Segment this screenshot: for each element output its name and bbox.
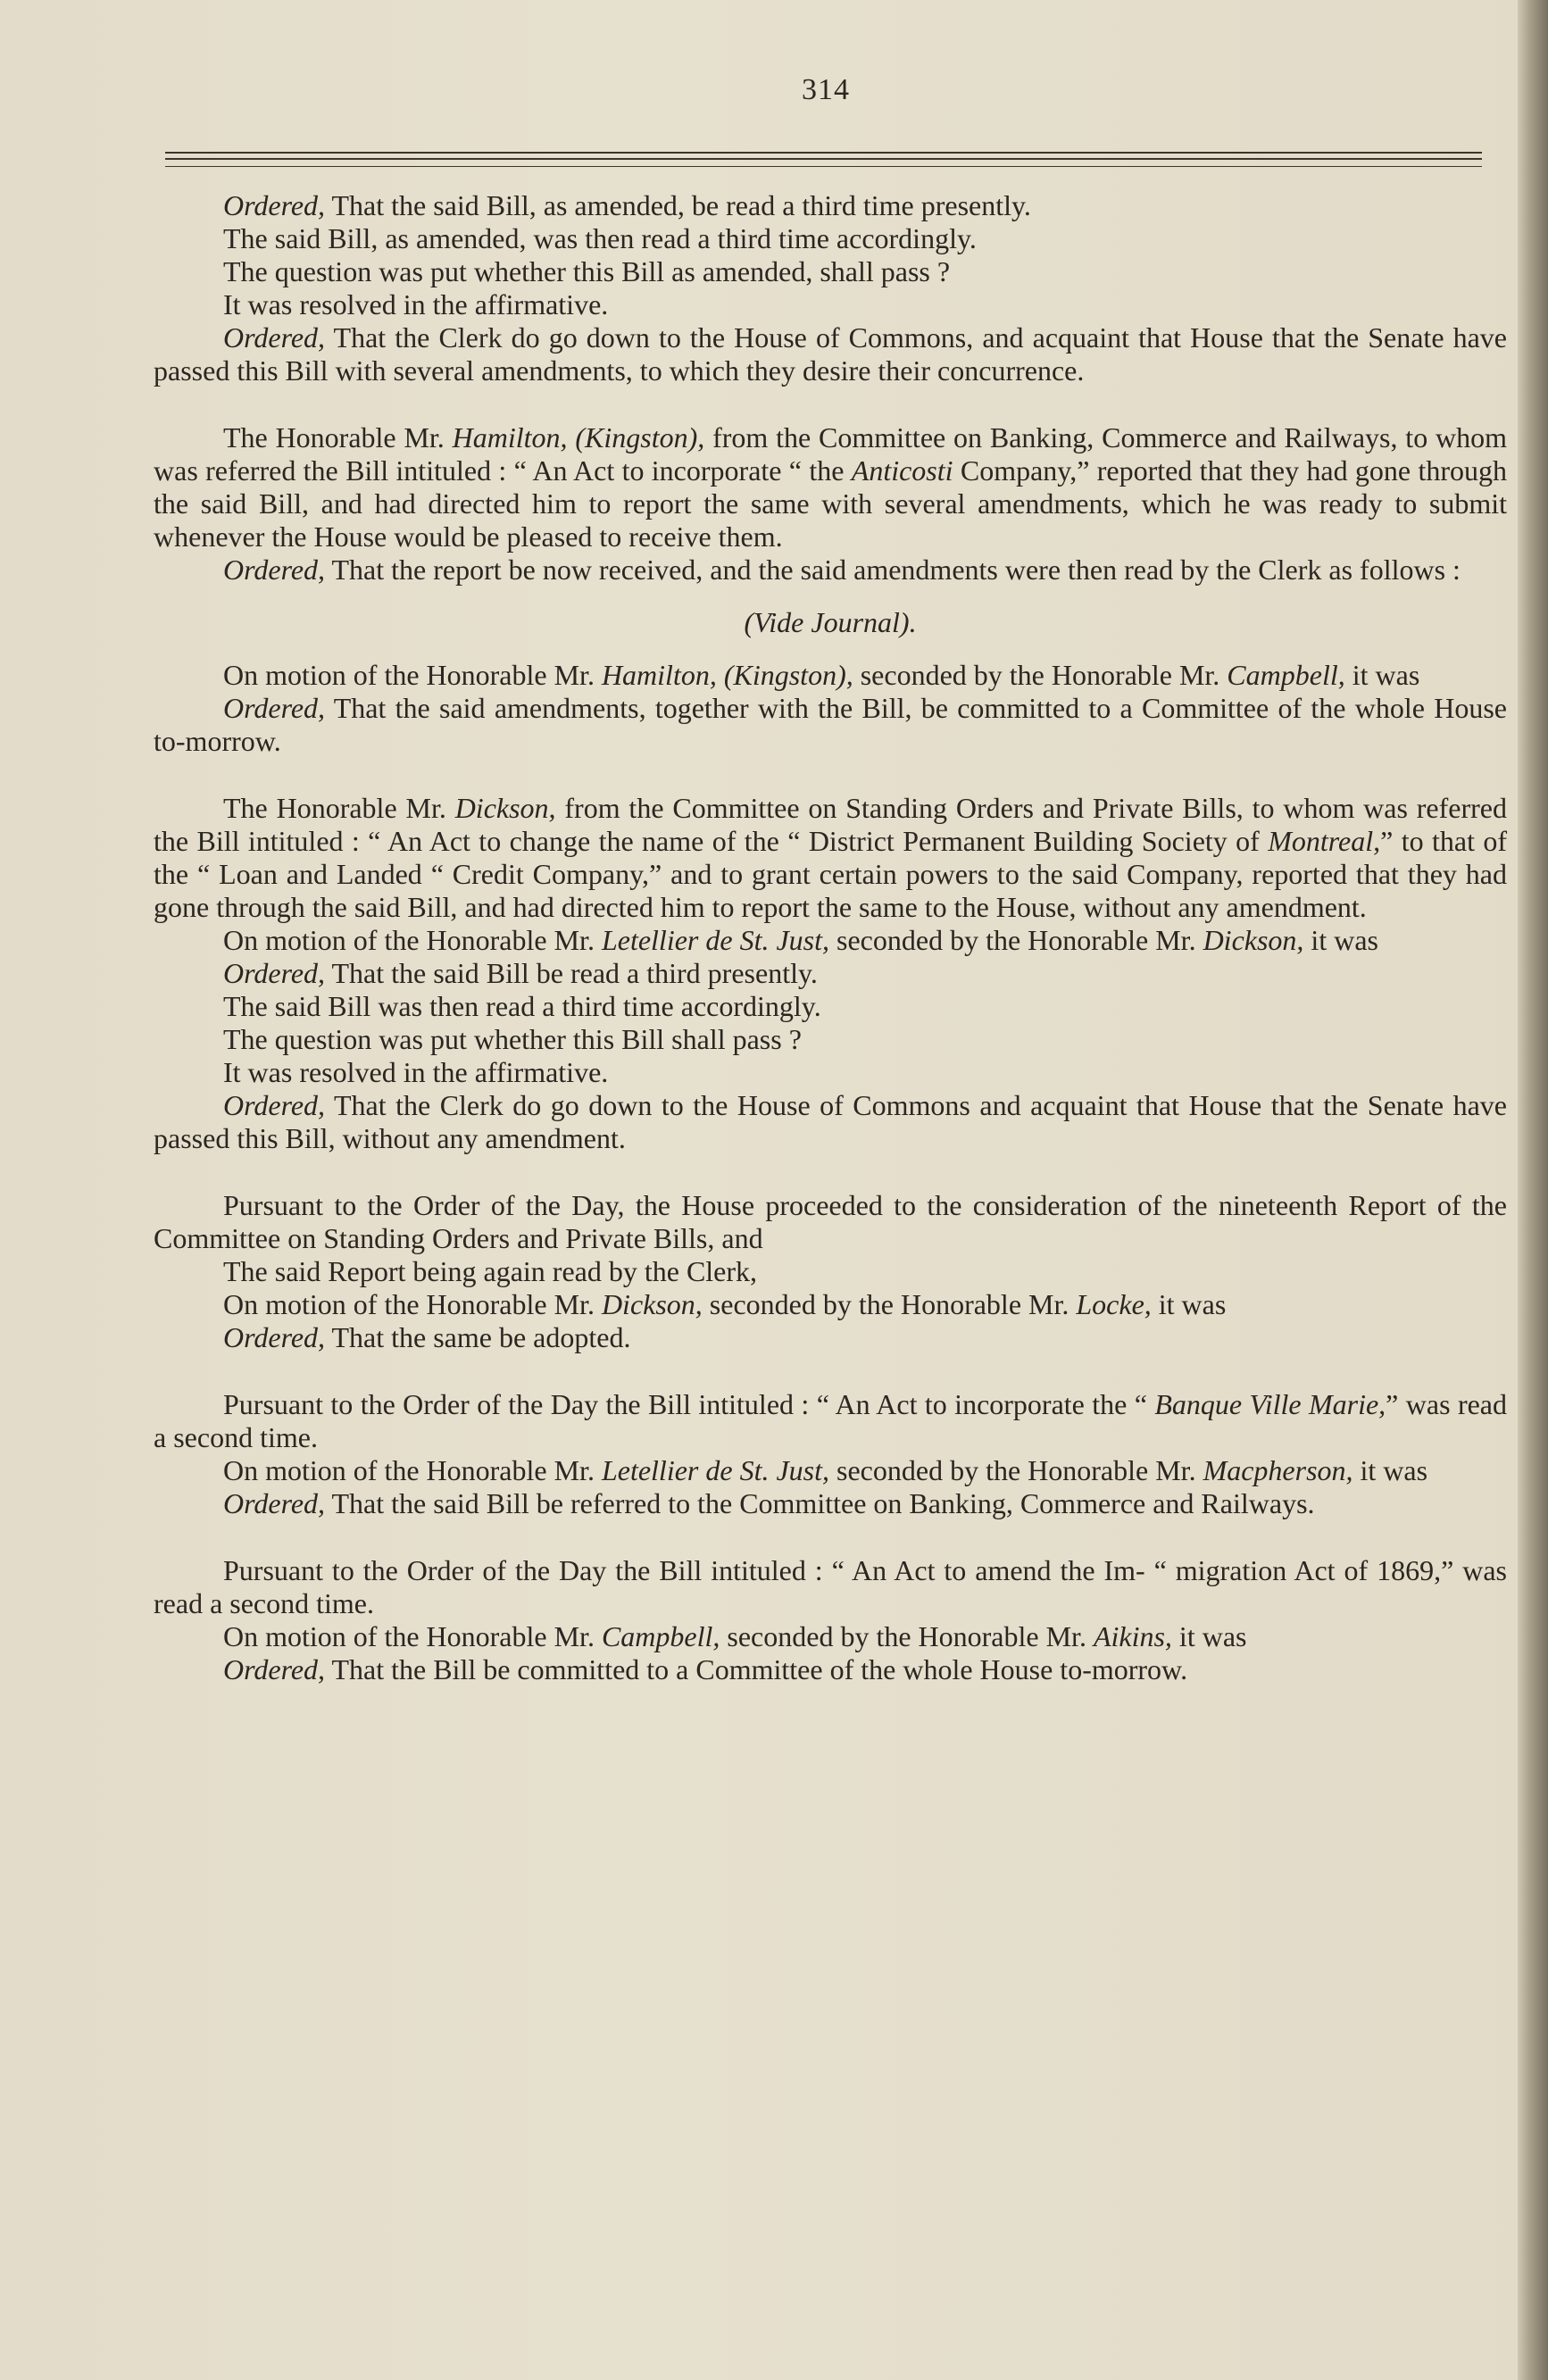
paragraph: [154, 255, 1507, 288]
italic-text: Dickson,: [601, 1288, 703, 1320]
italic-text: Montreal,: [1268, 825, 1381, 857]
paragraph: [154, 990, 1507, 1023]
header-rule: [165, 158, 1482, 160]
book-spine-shadow: [1518, 0, 1548, 2380]
text-run: That the said Bill, as amended, be read a third time presently.: [325, 189, 1031, 221]
paragraph: [154, 792, 1507, 924]
italic-text: Letellier de St. Just,: [601, 924, 829, 956]
header-rule: [165, 152, 1482, 154]
italic-text: Banque Ville Marie,: [1154, 1388, 1386, 1420]
italic-text: Hamilton, (Kingston),: [452, 421, 705, 454]
text-run: The said Bill was then read a third time accordingly.: [223, 990, 821, 1022]
text-run: That the same be adopted.: [325, 1321, 631, 1353]
journal-text: [154, 189, 1507, 1686]
italic-text: Ordered,: [223, 957, 326, 989]
italic-text: Dickson,: [1203, 924, 1304, 956]
italic-text: Anticosti: [851, 454, 953, 487]
italic-text: Ordered,: [223, 1321, 326, 1353]
text-run: On motion of the Honorable Mr.: [223, 659, 602, 691]
text-run: seconded by the Honorable Mr.: [702, 1288, 1077, 1320]
text-run: That the said amendments, together with the Bill, be committed to a Committee of the whole House to-morrow.: [154, 692, 1507, 757]
paragraph: [154, 421, 1507, 553]
text-run: from the Committee on Banking, Commerce and Railways, to whom was referred the Bill intituled : “ An Act to incorporate “ the: [154, 421, 1508, 487]
italic-text: Ordered,: [223, 321, 326, 354]
text-run: from the Committee on Standing Orders and Private Bills, to whom was referred the Bill intituled : “ An Act to change the name of the “ District Permanent Building Society of: [154, 792, 1508, 857]
text-run: The Honorable Mr.: [223, 792, 455, 824]
text-run: That the Clerk do go down to the House of Commons and acquaint that House that the Senate have passed this Bill, without any amendment.: [154, 1089, 1507, 1154]
italic-text: Ordered,: [223, 553, 326, 586]
paragraph: [154, 222, 1507, 255]
text-run: seconded by the Honorable Mr.: [720, 1620, 1094, 1652]
text-run: seconded by the Honorable Mr.: [829, 924, 1203, 956]
text-run: it was: [1151, 1288, 1227, 1320]
paragraph: [154, 553, 1507, 587]
paragraph: [154, 1056, 1507, 1089]
text-run: Pursuant to the Order of the Day the Bill intituled : “ An Act to incorporate the “: [223, 1388, 1155, 1420]
text-run: That the said Bill be referred to the Committee on Banking, Commerce and Railways.: [325, 1487, 1315, 1519]
italic-text: Campbell,: [601, 1620, 720, 1652]
text-run: That the Clerk do go down to the House of Commons, and acquaint that House that the Senate have passed this Bill with several amendments, to which they desire their concurrence.: [154, 321, 1507, 387]
text-run: (Vide Journal).: [744, 606, 917, 638]
paragraph: [154, 659, 1507, 692]
italic-text: Dickson,: [454, 792, 556, 824]
paragraph: [154, 1554, 1507, 1620]
text-run: On motion of the Honorable Mr.: [223, 924, 602, 956]
paragraph: [154, 1487, 1507, 1520]
text-run: The question was put whether this Bill shall pass ?: [223, 1023, 802, 1055]
text-run: Company,” reported that they had gone through the said Bill, and had directed him to report the same with several amendments, which he was ready to submit whenever the House would be pleased to receive them.: [154, 454, 1508, 553]
text-run: It was resolved in the affirmative.: [223, 1056, 609, 1088]
text-run: The Honorable Mr.: [223, 421, 453, 454]
paragraph: [154, 1288, 1507, 1321]
text-run: Pursuant to the Order of the Day, the House proceeded to the consideration of the nineteenth Report of the Committee on Standing Orders and Private Bills, and: [154, 1189, 1507, 1254]
paragraph: [154, 1454, 1507, 1487]
italic-text: Letellier de St. Just,: [601, 1454, 829, 1486]
text-run: it was: [1171, 1620, 1247, 1652]
text-run: That the Bill be committed to a Committee of the whole House to-morrow.: [325, 1653, 1188, 1685]
text-run: it was: [1303, 924, 1378, 956]
text-run: On motion of the Honorable Mr.: [223, 1288, 602, 1320]
text-run: It was resolved in the affirmative.: [223, 288, 609, 320]
italic-text: Ordered,: [223, 692, 326, 724]
paragraph: [154, 1189, 1507, 1255]
text-run: seconded by the Honorable Mr.: [829, 1454, 1203, 1486]
italic-text: Campbell,: [1227, 659, 1345, 691]
italic-text: Aikins,: [1093, 1620, 1172, 1652]
paragraph: [154, 1023, 1507, 1056]
text-run: it was: [1344, 659, 1420, 691]
paragraph: [154, 189, 1507, 222]
paragraph: [154, 1388, 1507, 1454]
italic-text: Locke,: [1076, 1288, 1152, 1320]
text-run: it was: [1352, 1454, 1428, 1486]
italic-text: Ordered,: [223, 1653, 326, 1685]
paragraph: [154, 1321, 1507, 1354]
header-rule: [165, 166, 1482, 167]
text-run: On motion of the Honorable Mr.: [223, 1620, 602, 1652]
text-run: ” was read a second time.: [154, 1388, 1507, 1453]
paragraph: [154, 1620, 1507, 1653]
text-run: seconded by the Honorable Mr.: [853, 659, 1228, 691]
italic-text: Macpherson,: [1203, 1454, 1353, 1486]
paragraph: [154, 1089, 1507, 1155]
text-run: On motion of the Honorable Mr.: [223, 1454, 602, 1486]
paragraph: [154, 288, 1507, 321]
paragraph: [154, 1653, 1507, 1686]
paragraph: [154, 321, 1507, 387]
text-run: The question was put whether this Bill as amended, shall pass ?: [223, 255, 951, 287]
text-run: That the report be now received, and the said amendments were then read by the Clerk as follows :: [325, 553, 1461, 586]
paragraph: [154, 957, 1507, 990]
page-number: 314: [802, 73, 850, 106]
text-run: The said Report being again read by the Clerk,: [223, 1255, 758, 1287]
italic-text: Hamilton, (Kingston),: [601, 659, 853, 691]
text-run: Pursuant to the Order of the Day the Bill intituled : “ An Act to amend the Im- “ migration Act of 1869,” was read a second time.: [154, 1554, 1507, 1619]
text-run: That the said Bill be read a third presently.: [325, 957, 818, 989]
paragraph: [154, 692, 1507, 758]
italic-text: Ordered,: [223, 1089, 326, 1121]
italic-text: Ordered,: [223, 1487, 326, 1519]
italic-text: Ordered,: [223, 189, 326, 221]
text-run: ” to that of the “ Loan and Landed “ Credit Company,” and to grant certain powers to the said Company, reported that they had gone through the said Bill, and had directed him to report the same to the House, without any amendment.: [154, 825, 1508, 923]
paragraph: [154, 924, 1507, 957]
reference-note: [154, 606, 1507, 639]
text-run: The said Bill, as amended, was then read a third time accordingly.: [223, 222, 977, 254]
paragraph: [154, 1255, 1507, 1288]
